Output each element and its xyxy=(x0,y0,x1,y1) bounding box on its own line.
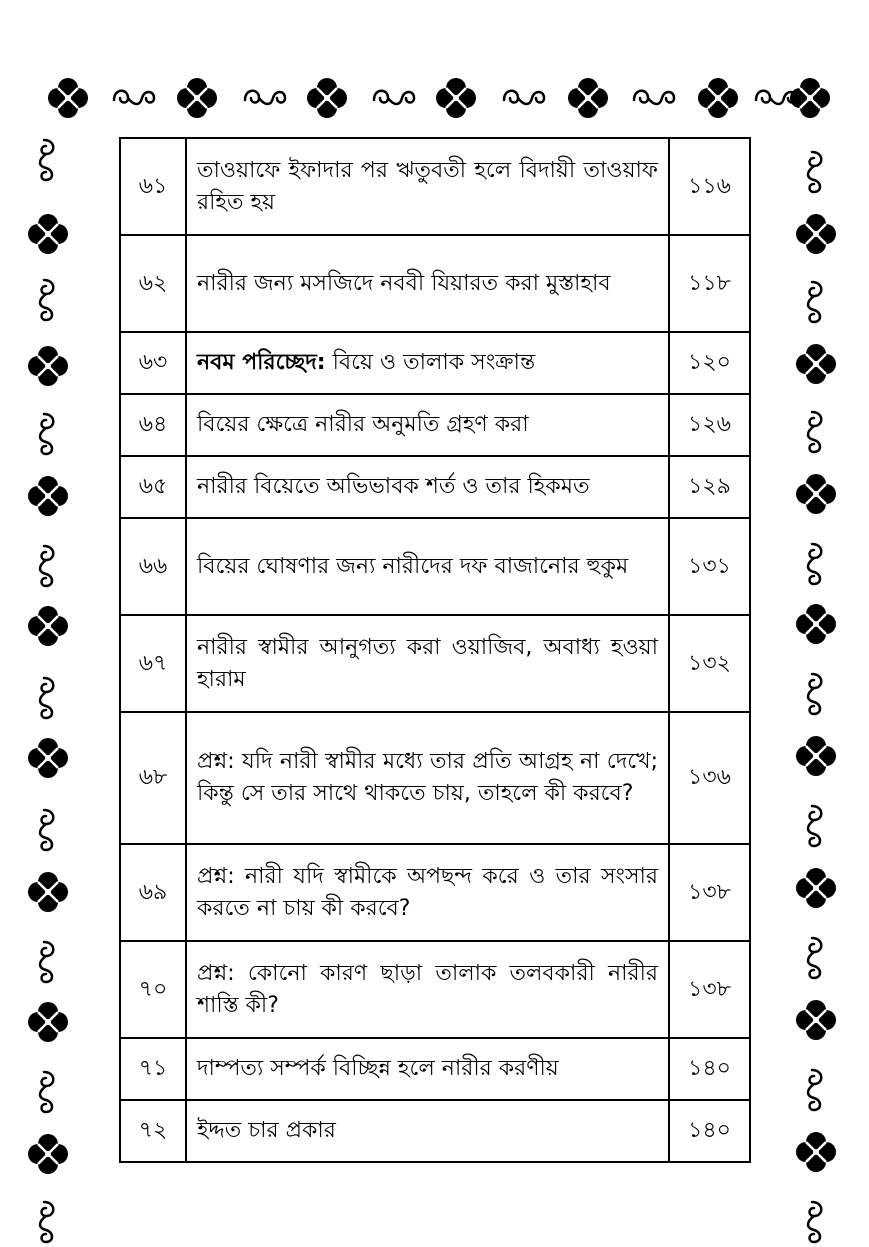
quatrefoil-flower-icon xyxy=(568,78,608,118)
swirl-icon xyxy=(245,91,285,104)
table-row xyxy=(120,138,750,235)
swirl-icon xyxy=(504,91,544,104)
entry-title: বিয়ের ক্ষেত্রে নারীর অনুমতি গ্রহণ করা xyxy=(186,394,669,456)
entry-number: ৬৪ xyxy=(120,394,186,456)
page-number: ১২৬ xyxy=(669,394,750,456)
ornamental-border-right xyxy=(790,130,842,1247)
page-number: ১৩১ xyxy=(669,518,750,615)
quatrefoil-flower-icon xyxy=(796,214,836,254)
quatrefoil-flower-icon xyxy=(796,474,836,514)
quatrefoil-flower-icon xyxy=(796,344,836,384)
entry-number: ৬২ xyxy=(120,235,186,332)
entry-title: নারীর স্বামীর আনুগত্য করা ওয়াজিব, অবাধ্য হওয়া হারাম xyxy=(186,615,669,712)
table-row xyxy=(120,712,750,844)
page-number: ১২৯ xyxy=(669,456,750,518)
page-number: ১৪০ xyxy=(669,1038,750,1100)
swirl-icon xyxy=(756,91,796,104)
entry-number: ৬৩ xyxy=(120,332,186,394)
page-number: ১৪০ xyxy=(669,1100,750,1162)
quatrefoil-flower-icon xyxy=(698,78,738,118)
quatrefoil-flower-icon xyxy=(28,606,68,646)
entry-title xyxy=(186,332,669,394)
entry-title: নারীর জন্য মসজিদে নববী যিয়ারত করা মুস্তাহাব xyxy=(186,235,669,332)
entry-title: দাম্পত্য সম্পর্ক বিচ্ছিন্ন হলে নারীর করণীয় xyxy=(186,1038,669,1100)
table-row xyxy=(120,394,750,456)
table-row xyxy=(120,615,750,712)
entry-number: ৭০ xyxy=(120,941,186,1038)
entry-title: প্রশ্ন: নারী যদি স্বামীকে অপছন্দ করে ও তার সংসার করতে না চায় কী করবে? xyxy=(186,844,669,941)
entry-number: ৭১ xyxy=(120,1038,186,1100)
quatrefoil-flower-icon xyxy=(48,78,88,118)
page-number: ১৩২ xyxy=(669,615,750,712)
page-number: ১৩৮ xyxy=(669,941,750,1038)
quatrefoil-flower-icon xyxy=(790,78,830,118)
quatrefoil-flower-icon xyxy=(28,476,68,516)
swirl-icon xyxy=(634,91,674,104)
entry-title: বিয়ের ঘোষণার জন্য নারীদের দফ বাজানোর হুকুম xyxy=(186,518,669,615)
page-number: ১২০ xyxy=(669,332,750,394)
swirl-icon xyxy=(374,91,414,104)
quatrefoil-flower-icon xyxy=(796,1000,836,1040)
quatrefoil-flower-icon xyxy=(28,872,68,912)
quatrefoil-flower-icon xyxy=(28,346,68,386)
table-row xyxy=(120,1038,750,1100)
entry-title: প্রশ্ন: কোনো কারণ ছাড়া তালাক তলবকারী নারীর শাস্তি কী? xyxy=(186,941,669,1038)
section-title: বিয়ে ও তালাক সংক্রান্ত xyxy=(325,350,536,375)
table-row xyxy=(120,332,750,394)
swirl-icon xyxy=(114,91,154,104)
quatrefoil-flower-icon xyxy=(177,78,217,118)
quatrefoil-flower-icon xyxy=(28,214,68,254)
entry-title: ইদ্দত চার প্রকার xyxy=(186,1100,669,1162)
entry-number: ৬১ xyxy=(120,138,186,235)
entry-number: ৬৬ xyxy=(120,518,186,615)
ornamental-border-left xyxy=(22,130,74,1247)
page-number: ১১৬ xyxy=(669,138,750,235)
table-row xyxy=(120,844,750,941)
table-row xyxy=(120,456,750,518)
section-heading: নবম পরিচ্ছেদ: xyxy=(197,350,326,375)
table-row xyxy=(120,1100,750,1162)
table-row xyxy=(120,518,750,615)
quatrefoil-flower-icon xyxy=(796,1132,836,1172)
page-number: ১১৮ xyxy=(669,235,750,332)
entry-number: ৭২ xyxy=(120,1100,186,1162)
entry-number: ৬৫ xyxy=(120,456,186,518)
quatrefoil-flower-icon xyxy=(796,868,836,908)
quatrefoil-flower-icon xyxy=(307,78,347,118)
entry-number: ৬৮ xyxy=(120,712,186,844)
entry-title: তাওয়াফে ইফাদার পর ঋতুবতী হলে বিদায়ী তাওয়াফ রহিত হয় xyxy=(186,138,669,235)
quatrefoil-flower-icon xyxy=(28,1002,68,1042)
page-number: ১৩৮ xyxy=(669,844,750,941)
quatrefoil-flower-icon xyxy=(28,738,68,778)
entry-title: নারীর বিয়েতে অভিভাবক শর্ত ও তার হিকমত xyxy=(186,456,669,518)
quatrefoil-flower-icon xyxy=(28,1134,68,1174)
table-row xyxy=(120,235,750,332)
entry-number: ৬৯ xyxy=(120,844,186,941)
ornamental-border-top xyxy=(40,66,840,130)
page-number: ১৩৬ xyxy=(669,712,750,844)
quatrefoil-flower-icon xyxy=(796,604,836,644)
quatrefoil-flower-icon xyxy=(436,78,476,118)
entry-number: ৬৭ xyxy=(120,615,186,712)
table-of-contents xyxy=(119,137,751,1163)
quatrefoil-flower-icon xyxy=(796,736,836,776)
table-row xyxy=(120,941,750,1038)
entry-title: প্রশ্ন: যদি নারী স্বামীর মধ্যে তার প্রতি আগ্রহ না দেখে; কিন্তু সে তার সাথে থাকতে চায়, তাহলে কী করবে? xyxy=(186,712,669,844)
